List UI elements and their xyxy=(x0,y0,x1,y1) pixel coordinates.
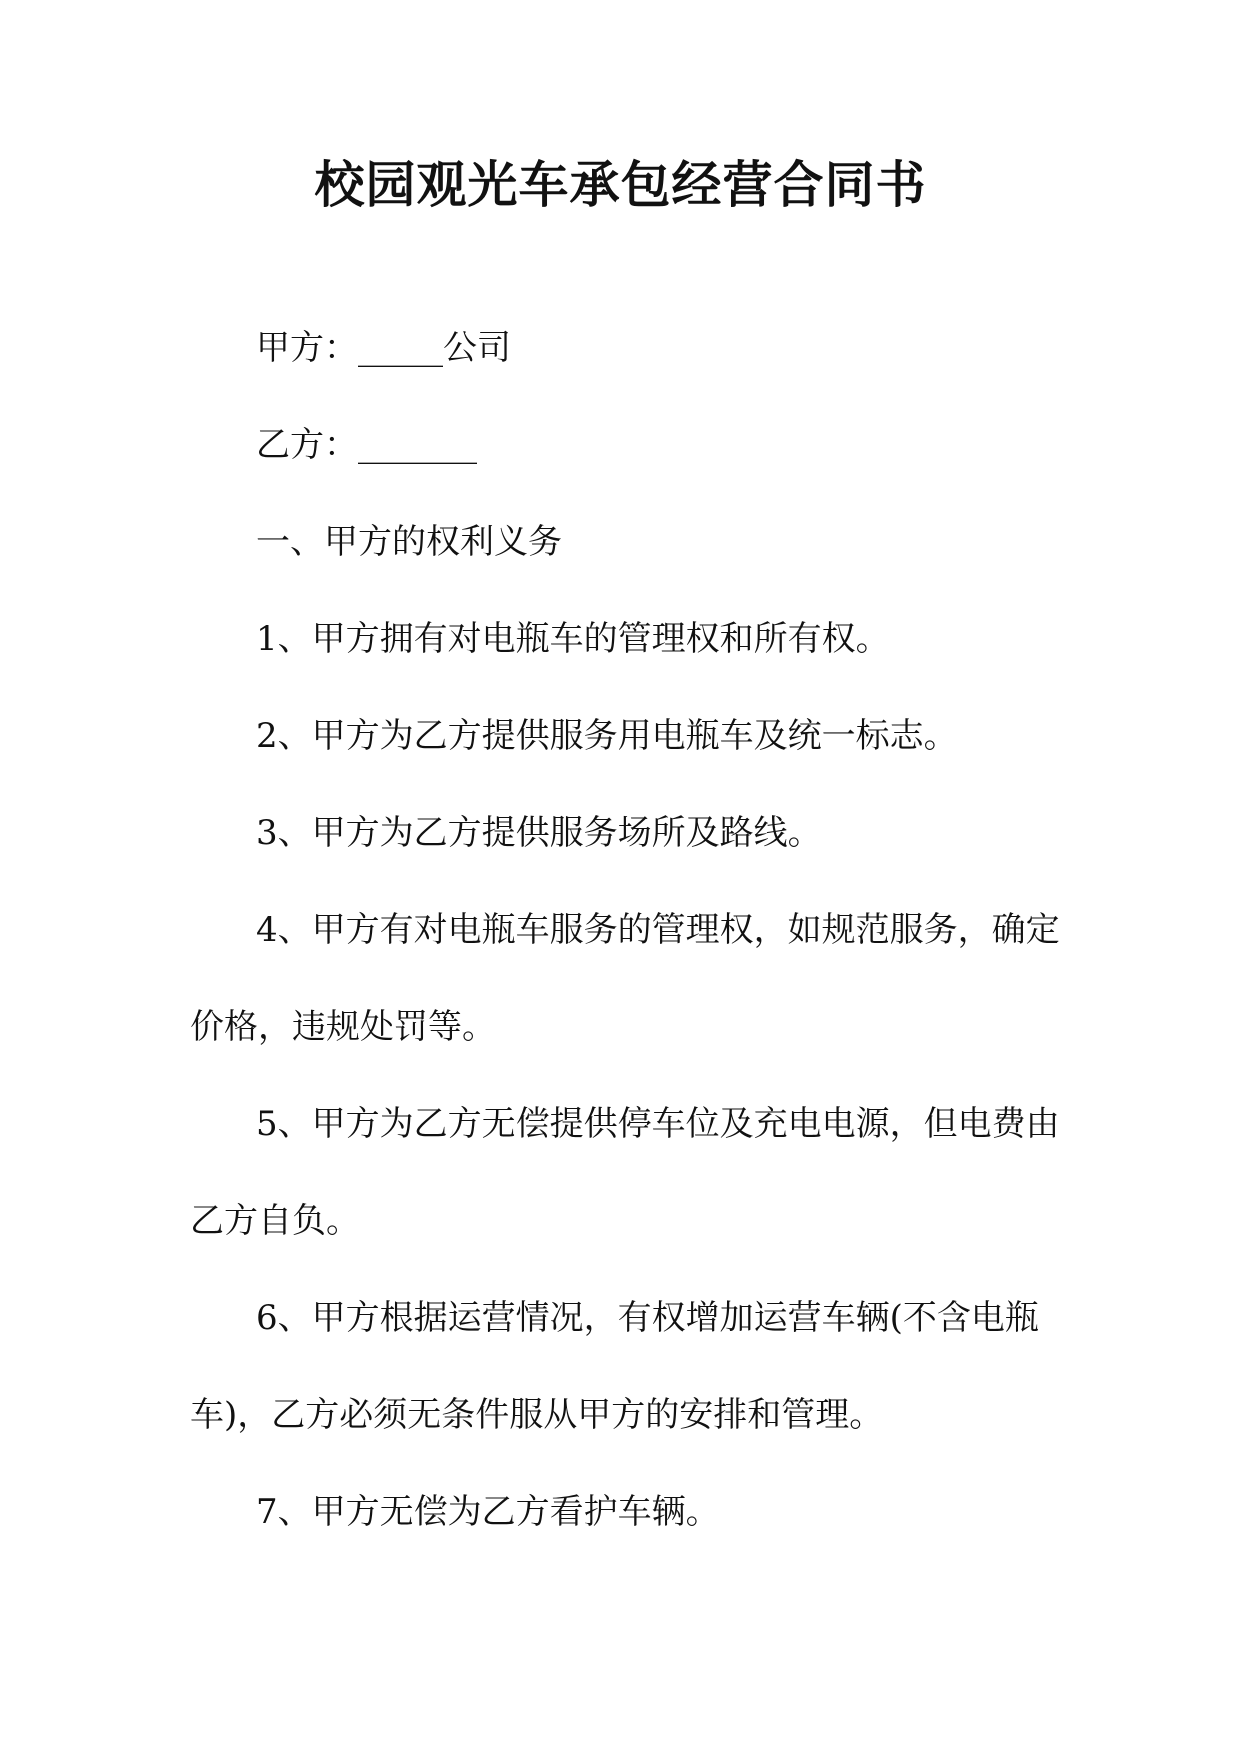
clause-1: 1、甲方拥有对电瓶车的管理权和所有权。 xyxy=(256,619,890,659)
clause-2: 2、甲方为乙方提供服务用电瓶车及统一标志。 xyxy=(256,716,958,756)
clause-4: 4、甲方有对电瓶车服务的管理权，如规范服务，确定价格，违规处罚等。 xyxy=(190,910,1060,1047)
clause-7: 7、甲方无偿为乙方看护车辆。 xyxy=(256,1492,720,1532)
clause-6: 6、甲方根据运营情况，有权增加运营车辆(不含电瓶车)，乙方必须无条件服从甲方的安排和管理。 xyxy=(190,1298,1039,1435)
clause-5: 5、甲方为乙方无偿提供停车位及充电电源，但电费由乙方自负。 xyxy=(190,1104,1060,1241)
document-body xyxy=(190,300,1065,1561)
clause-3: 3、甲方为乙方提供服务场所及路线。 xyxy=(256,813,822,853)
section-heading: 一、甲方的权利义务 xyxy=(256,522,562,562)
party-a-line: 甲方：_____公司 xyxy=(256,328,511,368)
party-b-line: 乙方：_______ xyxy=(256,425,477,465)
document-title: 校园观光车承包经营合同书 xyxy=(314,156,927,214)
